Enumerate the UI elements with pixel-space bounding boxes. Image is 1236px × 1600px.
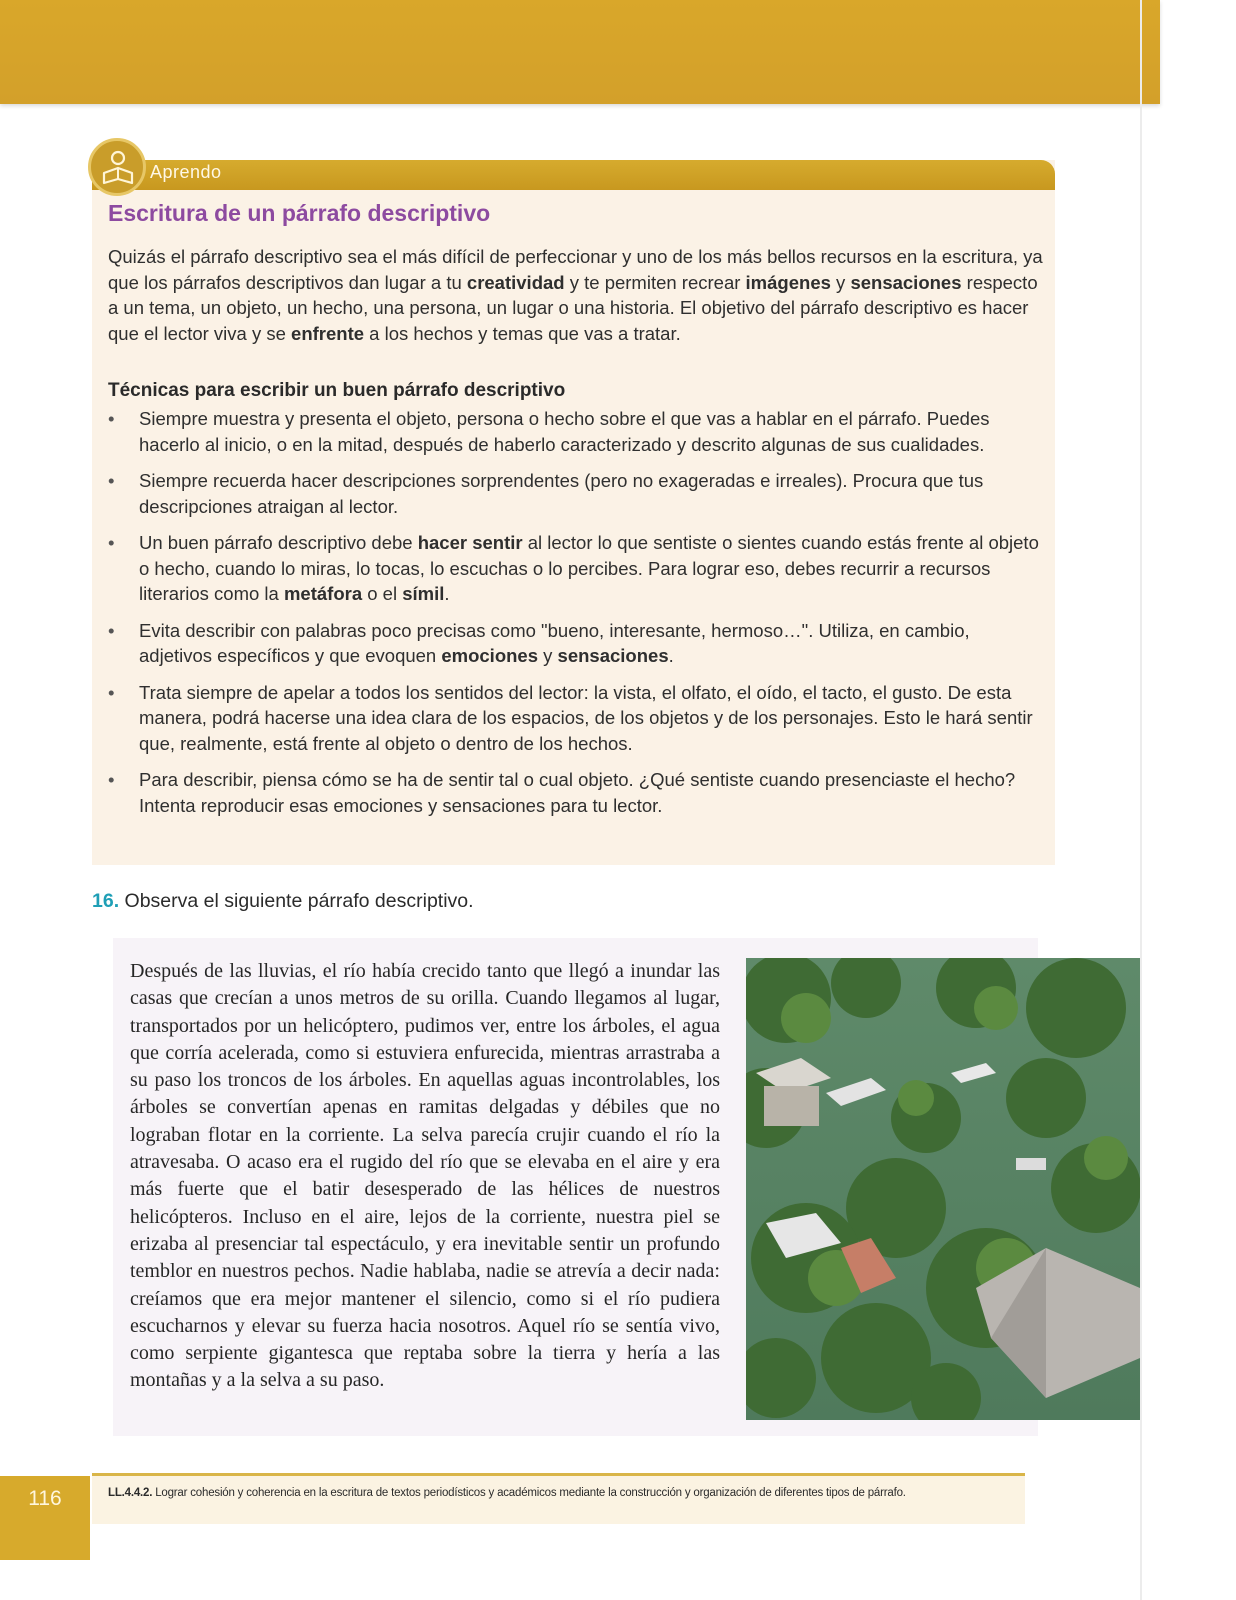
aprendo-header-bar — [92, 160, 1055, 190]
emphasized-term: creatividad — [466, 271, 565, 293]
technique-item — [108, 680, 1043, 757]
techniques-title: Técnicas para escribir un buen párrafo descriptivo — [108, 380, 566, 401]
text-run: . — [668, 645, 674, 666]
emphasized-term: imágenes — [745, 271, 831, 293]
activity-verb: Observa — [124, 890, 199, 912]
page-number: 116 — [28, 1487, 62, 1510]
footer-strip — [92, 1476, 1025, 1524]
technique-item — [108, 767, 1043, 818]
emphasized-term: símil — [402, 583, 445, 604]
technique-item — [108, 530, 1043, 607]
techniques-list — [108, 406, 1043, 829]
text-run: y — [830, 271, 851, 293]
emphasized-term: hacer sentir — [417, 532, 523, 553]
text-run: y — [538, 645, 558, 666]
emphasized-term: sensaciones — [850, 271, 962, 293]
section-title: Escritura de un párrafo descriptivo — [108, 200, 491, 226]
activity-prompt — [92, 890, 474, 913]
curriculum-standard — [108, 1487, 906, 1499]
top-color-band — [0, 0, 1160, 104]
text-run: al lector lo que sentiste o sientes cuando estás frente al objeto o hecho, cuando lo miras, lo tocas, lo escuchas o lo percibes. Para lograr eso, debes recurrir a recursos literarios como la — [139, 532, 1039, 604]
emphasized-term: metáfora — [283, 583, 363, 604]
emphasized-term: enfrente — [291, 322, 365, 344]
text-run: o el — [362, 583, 403, 604]
standard-code: LL.4.4.2. — [108, 1487, 153, 1499]
technique-item — [108, 618, 1043, 669]
page-edge — [1140, 0, 1142, 1600]
activity-text: el siguiente párrafo descriptivo. — [198, 890, 474, 912]
emphasized-term: emociones — [441, 645, 539, 666]
text-run: Un buen párrafo descriptivo debe — [139, 532, 418, 553]
standard-text: Lograr cohesión y coherencia en la escritura de textos periodísticos y académicos mediante la construcción y organización de diferentes tipos de párrafo. — [152, 1487, 906, 1499]
technique-item — [108, 406, 1043, 457]
text-run: respecto a un tema, un objeto, un hecho, una persona, un lugar o una historia. El objetivo del párrafo descriptivo es hacer que el lector viva y se — [108, 271, 1038, 344]
emphasized-term: sensaciones — [557, 645, 669, 666]
text-run: Quizás el párrafo descriptivo sea el más difícil de perfeccionar y uno de los más bellos recursos en la escritura, ya que los párrafos descriptivos dan lugar a tu — [108, 246, 1043, 293]
technique-item — [108, 468, 1043, 519]
section-label: Aprendo — [150, 162, 222, 182]
flooded-houses-aerial-photo — [746, 958, 1140, 1420]
activity-number: 16. — [92, 890, 120, 912]
descriptive-paragraph: Después de las lluvias, el río había crecido tanto que llegó a inundar las casas que crecían a unos metros de su orilla. Cuando llegamos al lugar, transportados por un helicóptero, pudimos ver, entre los árboles, el agua que corría acelerada, como si estuviera enfurecida, mientras arrastraba a su paso los troncos de los árboles. En aquellas aguas incontrolables, los árboles se convertían apenas en ramitas delgadas y débiles que no lograban flotar en la corriente. La selva parecía crujir cuando el río la atravesaba. O acaso era el rugido del río que se elevaba en el aire y era más fuerte que el batir desesperado de las hélices de nuestros helicópteros. Incluso en el aire, lejos de la corriente, nuestra piel se erizaba al presenciar tal espectáculo, y era inevitable sentir un profundo temblor en nuestros pechos. Nadie hablaba, nadie se atrevía a decir nada: creíamos que era mejor mantener el silencio, como si el río pudiera escucharnos y elevar su fuerza hacia nosotros. Aquel río se sentía vivo, como serpiente gigantesca que reptaba sobre la tierra y hería a las montañas y a la selva a su paso. — [130, 960, 720, 1392]
text-run: Trata siempre de apelar a todos los sentidos del lector: la vista, el olfato, el oído, el tacto, el gusto. De esta manera, podrá hacerse una idea clara de los espacios, de los objetos y de los personajes. Esto le hará sentir que, realmente, está frente al objeto o dentro de los hechos. — [139, 681, 1033, 754]
text-run: Evita describir con palabras poco precisas como "bueno, interesante, hermoso…". Utiliza, en cambio, adjetivos específicos y que evoquen — [139, 619, 970, 666]
student-reading-icon — [88, 138, 146, 196]
text-run: a los hechos y temas que vas a tratar. — [364, 322, 681, 344]
text-run: y te permiten recrear — [564, 271, 746, 293]
text-run: Siempre recuerda hacer descripciones sorprendentes (pero no exageradas e irreales). Procura que tus descripciones atraigan al lector. — [139, 470, 984, 517]
text-run: . — [444, 583, 450, 604]
text-run: Para describir, piensa cómo se ha de sentir tal o cual objeto. ¿Qué sentiste cuando presenciaste el hecho? Intenta reproducir esas emociones y sensaciones para tu lector. — [139, 769, 1016, 816]
intro-paragraph — [108, 244, 1045, 346]
text-run: Siempre muestra y presenta el objeto, persona o hecho sobre el que vas a hablar en el párrafo. Puedes hacerlo al inicio, o en la mitad, después de haberlo caracterizado y descrito algunas de sus cualidades. — [139, 408, 990, 455]
